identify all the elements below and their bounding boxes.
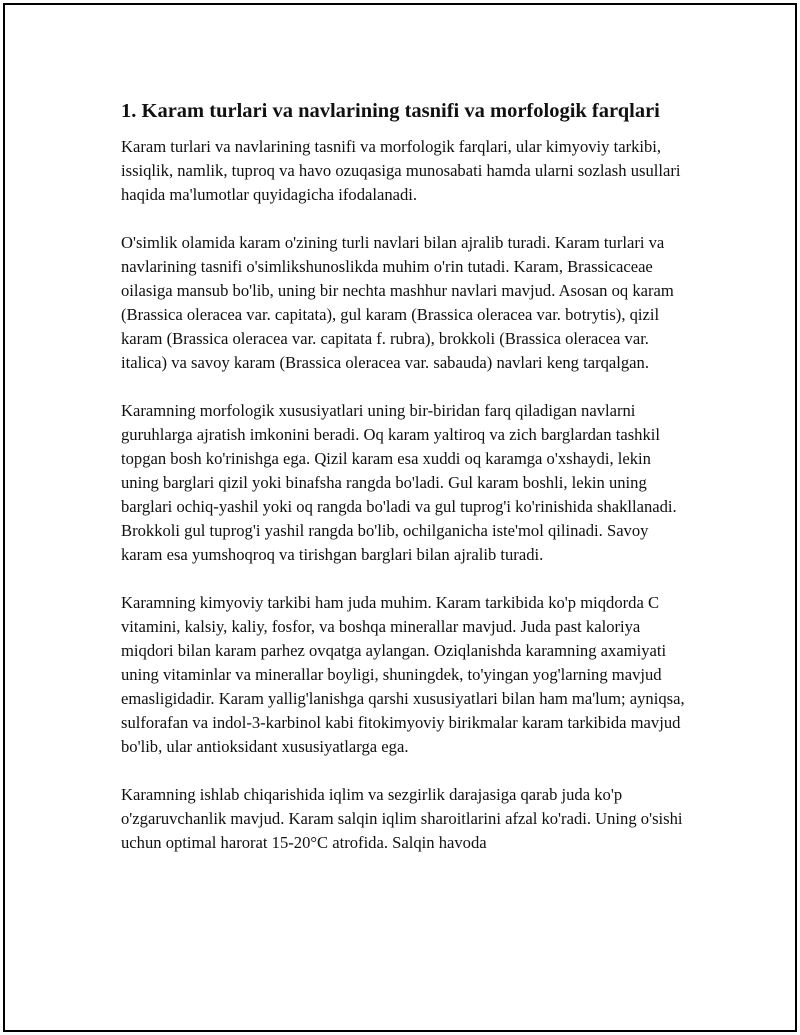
paragraph-classification: O'simlik olamida karam o'zining turli navlari bilan ajralib turadi. Karam turlari va navlarining tasnifi o'simlikshunoslikda muhim o'rin tutadi. Karam, Brassicaceae oilasiga mansub bo'lib, uning bir nechta mashhur navlari mavjud. Asosan oq karam (Brassica oleracea var. capitata), gul karam (Brassica oleracea var. botrytis), qizil karam (Brassica oleracea var. capitata f. rubra), brokkoli (Brassica oleracea var. italica) va savoy karam (Brassica oleracea var. sabauda) navlari keng tarqalgan. xyxy=(121,233,674,372)
paragraph-morphology: Karamning morfologik xususiyatlari uning bir-biridan farq qiladigan navlarni guruhlarga ajratish imkonini beradi. Oq karam yaltiroq va zich barglardan tashkil topgan bosh ko'rinishga ega. Qizil karam esa xuddi oq karamga o'xshaydi, lekin uning barglari qizil yoki binafsha rangda bo'ladi. Gul karam boshli, lekin uning barglari ochiq-yashil yoki oq rangda bo'ladi va gul tuprog'i ko'rinishida shakllanadi. Brokkoli gul tuprog'i yashil rangda bo'lib, ochilganicha iste'mol qilinadi. Savoy karam esa yumshoqroq va tirishgan barglari bilan ajralib turadi. xyxy=(121,401,677,564)
paragraph-chemistry: Karamning kimyoviy tarkibi ham juda muhim. Karam tarkibida ko'p miqdorda C vitamini, kalsiy, kaliy, fosfor, va boshqa minerallar mavjud. Juda past kaloriya miqdori bilan karam parhez ovqatga aylangan. Oziqlanishda karamning axamiyati uning vitaminlar va minerallar boyligi, shuningdek, to'yingan yog'larning mavjud emasligidadir. Karam yallig'lanishga qarshi xususiyatlari bilan ham ma'lum; ayniqsa, sulforafan va indol-3-karbinol kabi fitokimyoviy birikmalar karam tarkibida mavjud bo'lib, ular antioksidant xususiyatlarga ega. xyxy=(121,593,685,756)
paragraph-intro: Karam turlari va navlarining tasnifi va morfologik farqlari, ular kimyoviy tarkibi, issiqlik, namlik, tuproq va havo ozuqasiga munosabati hamda ularni sozlash usullari haqida ma'lumotlar quyidagicha ifodalanadi. xyxy=(121,137,681,204)
paragraph-climate: Karamning ishlab chiqarishida iqlim va sezgirlik darajasiga qarab juda ko'p o'zgaruvchanlik mavjud. Karam salqin iqlim sharoitlarini afzal ko'radi. Uning o'sishi uchun optimal harorat 15-20°C atrofida. Salqin havoda xyxy=(121,785,683,852)
section-heading: 1. Karam turlari va navlarining tasnifi va morfologik farqlari xyxy=(121,100,660,122)
document-body xyxy=(121,97,687,879)
page-frame xyxy=(3,3,797,1032)
